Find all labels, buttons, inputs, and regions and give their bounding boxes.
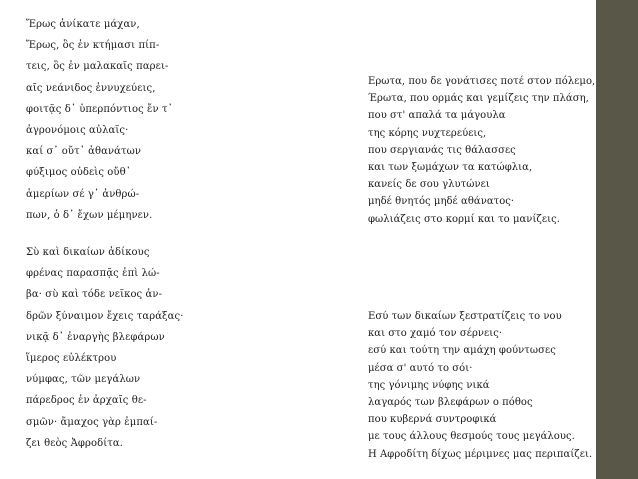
modern-line: εσύ και τούτη την αμάχη φούντωσες xyxy=(368,345,556,357)
ancient-line: αῖς νεάνιδος ἐννυχεύεις, xyxy=(26,82,156,94)
ancient-line: Σὺ καὶ δικαίων ἀδίκους xyxy=(26,247,150,259)
ancient-line: ζει θεὸς Ἀφροδίτα. xyxy=(26,437,124,449)
side-bar-decoration xyxy=(596,0,638,479)
ancient-stanza-1 xyxy=(26,14,286,226)
modern-line: κανείς δε σου γλυτώνει xyxy=(368,179,490,191)
ancient-line: φρένας παρασπᾷς ἐπὶ λώ- xyxy=(26,268,160,280)
ancient-greek-text xyxy=(26,14,286,454)
ancient-line: δρῶν ξύναιμον ἔχεις ταράξας· xyxy=(26,310,184,322)
modern-line: Η Αφροδίτη δίχως μέριμνες μας περιπαίζει. xyxy=(368,448,593,460)
ancient-line: σμῶν· ἄμαχος γὰρ ἐμπαί- xyxy=(26,416,158,428)
modern-line: με τους άλλους θεσμούς τους μεγάλους. xyxy=(368,431,575,443)
modern-line: της γόνιμης νύφης νικά xyxy=(368,379,490,391)
ancient-line: φύξιμος οὐδεὶς οὔθ᾽ xyxy=(26,167,131,179)
ancient-line: Ἔρως, ὃς ἐν κτήμασι πίπ- xyxy=(26,40,160,52)
modern-line: μέσα σ' αυτό το σόι· xyxy=(368,362,473,374)
modern-line: που στ' απαλά τα μάγουλα xyxy=(368,110,506,122)
modern-line: και των ξωμάχων τα κατώφλια, xyxy=(368,162,533,174)
ancient-line: καί σ᾽ οὔτ᾽ ἀθανάτων xyxy=(26,146,142,158)
ancient-line: πάρεδρος ἐν ἀρχαῖς θε- xyxy=(26,395,147,407)
ancient-line: βα· σὺ καὶ τόδε νεῖκος ἀν- xyxy=(26,289,163,301)
modern-line: Εσύ των δικαίων ξεστρατίζεις το νου xyxy=(368,311,562,322)
ancient-line: ἵμερος εὐλέκτρου xyxy=(26,353,117,365)
ancient-line: φοιτᾷς δ᾽ ὑπερπόντιος ἔν τ᾽ xyxy=(26,103,173,115)
ancient-line: νικᾷ δ᾽ ἐναργὴς βλεφάρων xyxy=(26,331,165,343)
modern-line: που κυβερνά συντροφικά xyxy=(368,414,497,426)
modern-greek-stanza-1 xyxy=(368,73,594,228)
modern-line: και στο χαμό τον σέρνεις· xyxy=(368,328,503,340)
modern-line: μηδέ θνητός μηδέ αθάνατος· xyxy=(368,196,515,208)
stanza-gap xyxy=(26,226,286,242)
ancient-line: Ἔρως ἀνίκατε μάχαν, xyxy=(26,19,140,30)
modern-line: της κόρης νυχτερεύεις, xyxy=(368,127,487,139)
ancient-line: νύμφας, τῶν μεγάλων xyxy=(26,374,141,386)
ancient-line: τεις, ὃς ἐν μαλακαῖς παρει- xyxy=(26,61,169,73)
ancient-stanza-2 xyxy=(26,242,286,454)
modern-line: λαγαρός των βλεφάρων ο πόθος xyxy=(368,397,533,409)
ancient-line: ἁμερίων σέ γ᾽ ἀνθρώ- xyxy=(26,188,140,200)
modern-line: φωλιάζεις στο κορμί και το μανίζεις. xyxy=(368,213,560,225)
ancient-line: ἀγρονόμοις αὐλαῖς· xyxy=(26,125,129,137)
modern-line: Ερωτα, που δε γονάτισες ποτέ στον πόλεμο, xyxy=(368,76,596,87)
ancient-line: πων, ὁ δ᾽ ἔχων μέμηνεν. xyxy=(26,209,153,221)
modern-line: που σεργιανάς τις θάλασσες xyxy=(368,144,516,156)
modern-line: Έρωτα, που ορμάς και γεμίζεις την πλάση, xyxy=(368,93,589,105)
modern-greek-stanza-2 xyxy=(368,308,594,463)
